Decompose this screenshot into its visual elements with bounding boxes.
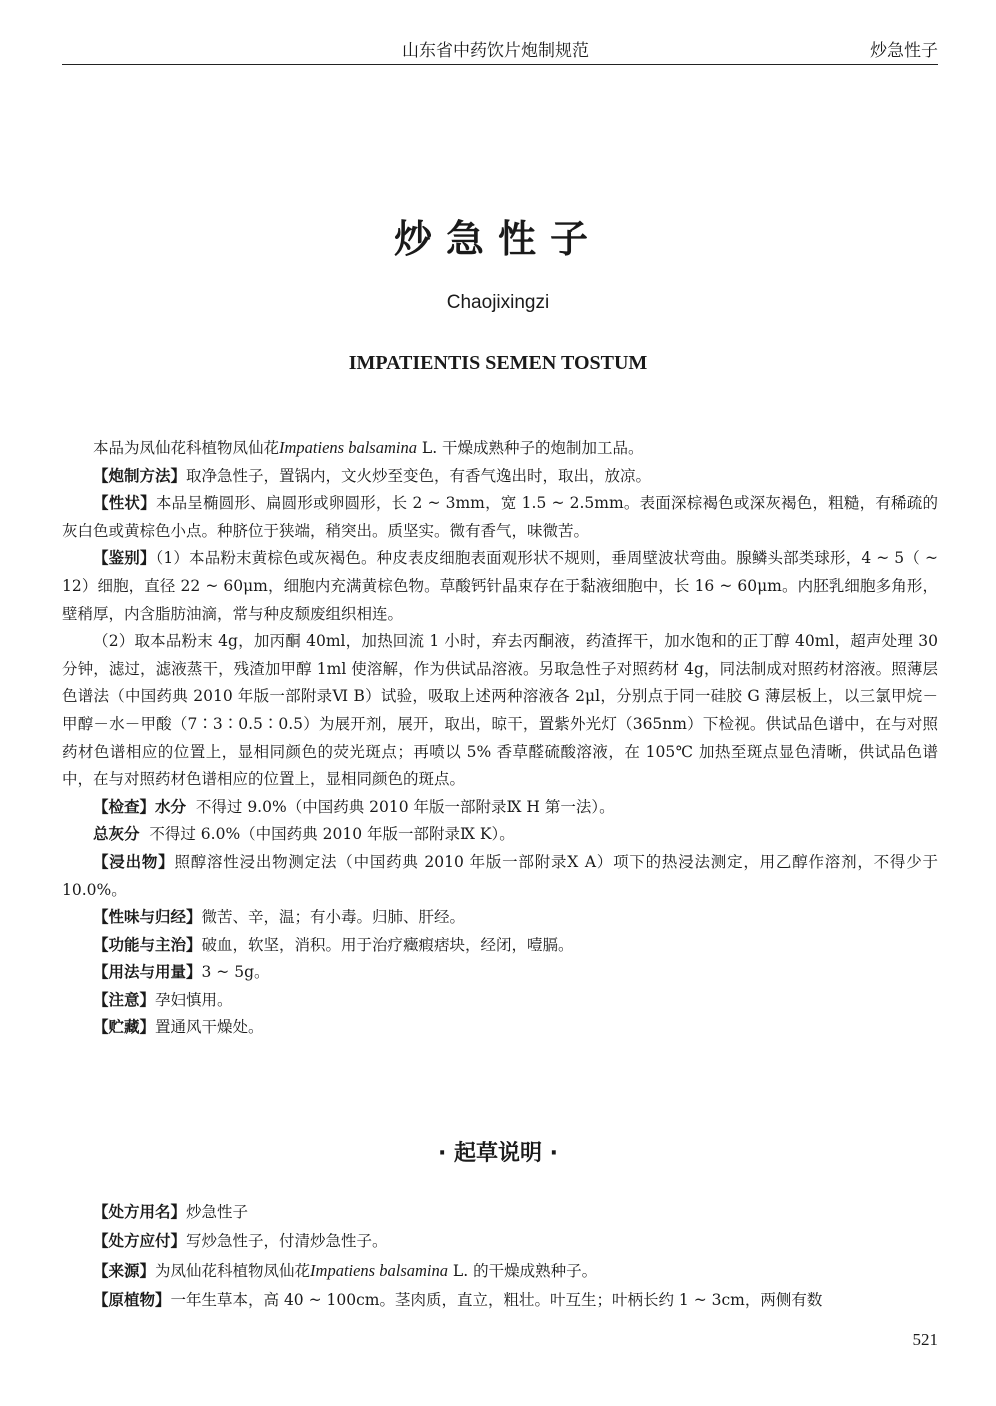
- prescription-name-label: 【处方用名】: [93, 1203, 187, 1221]
- function-paragraph: 【功能与主治】破血，软坚，消积。用于治疗癥瘕痞块，经闭，噎膈。: [93, 935, 574, 954]
- latin-name: IMPATIENTIS SEMEN TOSTUM: [348, 352, 648, 374]
- running-header: [62, 34, 938, 65]
- water-label: 水分: [155, 797, 187, 816]
- source-paragraph: 【来源】为凤仙花科植物凤仙花Impatiens balsamina L. 的干燥成熟种子。: [93, 1261, 598, 1280]
- identification-label: 【鉴别】: [93, 549, 156, 568]
- pinyin-name: Chaojixingzi: [446, 292, 550, 313]
- header-item-name: 炒急性子: [870, 41, 938, 61]
- latin-species: Impatiens balsamina: [279, 438, 417, 457]
- processing-paragraph: 【炮制方法】取净急性子，置锅内，文火炒至变色，有香气逸出时，取出，放凉。: [93, 466, 652, 485]
- extract-paragraph: 【浸出物】照醇溶性浸出物测定法（中国药典 2010 年版一部附录Ⅹ A）项下的热浸法测定，用乙醇作溶剂，不得少于 10.0%。: [62, 852, 938, 899]
- intro-paragraph: 本品为凤仙花科植物凤仙花Impatiens balsamina L. 干燥成熟种子的炮制加工品。: [93, 438, 644, 457]
- draft-section-title: · 起草说明 ·: [437, 1141, 559, 1166]
- character-label: 【性状】: [93, 494, 156, 513]
- monograph-body: [62, 434, 938, 1042]
- plant-paragraph: 【原植物】一年生草本，高 40 ~ 100cm。茎肉质，直立，粗壮。叶互生；叶柄长约 1 ~ 3cm，两侧有数: [93, 1291, 823, 1309]
- processing-label: 【炮制方法】: [93, 466, 187, 485]
- extract-label: 【浸出物】: [93, 852, 175, 871]
- function-label: 【功能与主治】: [93, 935, 202, 954]
- inspection-ash-paragraph: 总灰分 不得过 6.0%（中国药典 2010 年版一部附录Ⅸ K）。: [93, 825, 515, 844]
- source-latin-species: Impatiens balsamina: [310, 1261, 448, 1280]
- plant-label: 【原植物】: [93, 1291, 171, 1309]
- nature-label: 【性味与归经】: [93, 908, 202, 927]
- prescription-name-paragraph: 【处方用名】炒急性子: [93, 1203, 249, 1221]
- header-book-title: 山东省中药饮片炮制规范: [402, 41, 589, 61]
- identification-paragraph-1: 【鉴别】（1）本品粉末黄棕色或灰褐色。种皮表皮细胞表面观形状不规则，垂周壁波状弯曲。腺鳞头部类球形，4 ~ 5（ ~ 12）细胞，直径 22 ~ 60μm，细胞内充满黄棕色物。草酸钙针晶束存在于黏液细胞中，长 16 ~ 60μm。内胚乳细胞多角形，壁稍厚，内含脂肪油滴，常与种皮颓废组织相连。: [62, 549, 938, 623]
- ash-label: 总灰分: [93, 825, 140, 844]
- usage-label: 【用法与用量】: [93, 963, 202, 982]
- usage-paragraph: 【用法与用量】3 ~ 5g。: [93, 963, 270, 982]
- page-title: 炒急性子: [393, 217, 602, 261]
- inspection-water-paragraph: 【检查】水分 不得过 9.0%（中国药典 2010 年版一部附录Ⅸ H 第一法）。: [93, 797, 615, 816]
- identification-paragraph-2: （2）取本品粉末 4g，加丙酮 40ml，加热回流 1 小时，弃去丙酮液，药渣挥干，加水饱和的正丁醇 40ml，超声处理 30 分钟，滤过，滤液蒸干，残渣加甲醇 1ml 使溶解，作为供试品溶液。另取急性子对照药材 4g，同法制成对照药材溶液。照薄层色谱法（中国药典 2010 年版一部附录Ⅵ B）试验，吸取上述两种溶液各 2μl，分别点于同一硅胶 G 薄层板上，以三氯甲烷－甲醇－水－甲酸（7∶3∶0.5∶0.5）为展开剂，展开，取出，晾干，置紫外光灯（365nm）下检视。供试品色谱中，在与对照药材色谱相应的位置上，显相同颜色的荧光斑点；再喷以 5% 香草醛硫酸溶液，在 105℃ 加热至斑点显色清晰，供试品色谱中，在与对照药材色谱相应的位置上，显相同颜色的斑点。: [62, 632, 938, 789]
- page-number: 521: [912, 1330, 938, 1349]
- storage-label: 【贮藏】: [93, 1018, 156, 1037]
- source-label: 【来源】: [93, 1262, 156, 1280]
- storage-paragraph: 【贮藏】置通风干燥处。: [93, 1018, 264, 1037]
- character-paragraph: 【性状】本品呈椭圆形、扁圆形或卵圆形，长 2 ~ 3mm，宽 1.5 ~ 2.5mm。表面深棕褐色或深灰褐色，粗糙，有稀疏的灰白色或黄棕色小点。种脐位于狭端，稍突出。质坚实。微有香气，味微苦。: [62, 494, 938, 540]
- inspection-label: 【检查】: [93, 797, 156, 816]
- caution-paragraph: 【注意】孕妇慎用。: [93, 990, 233, 1009]
- caution-label: 【注意】: [93, 990, 156, 1009]
- dispensing-paragraph: 【处方应付】写炒急性子，付清炒急性子。: [93, 1232, 388, 1250]
- draft-section-body: [62, 1198, 938, 1315]
- nature-paragraph: 【性味与归经】微苦、辛，温；有小毒。归肺、肝经。: [93, 908, 466, 927]
- dispensing-label: 【处方应付】: [93, 1232, 187, 1250]
